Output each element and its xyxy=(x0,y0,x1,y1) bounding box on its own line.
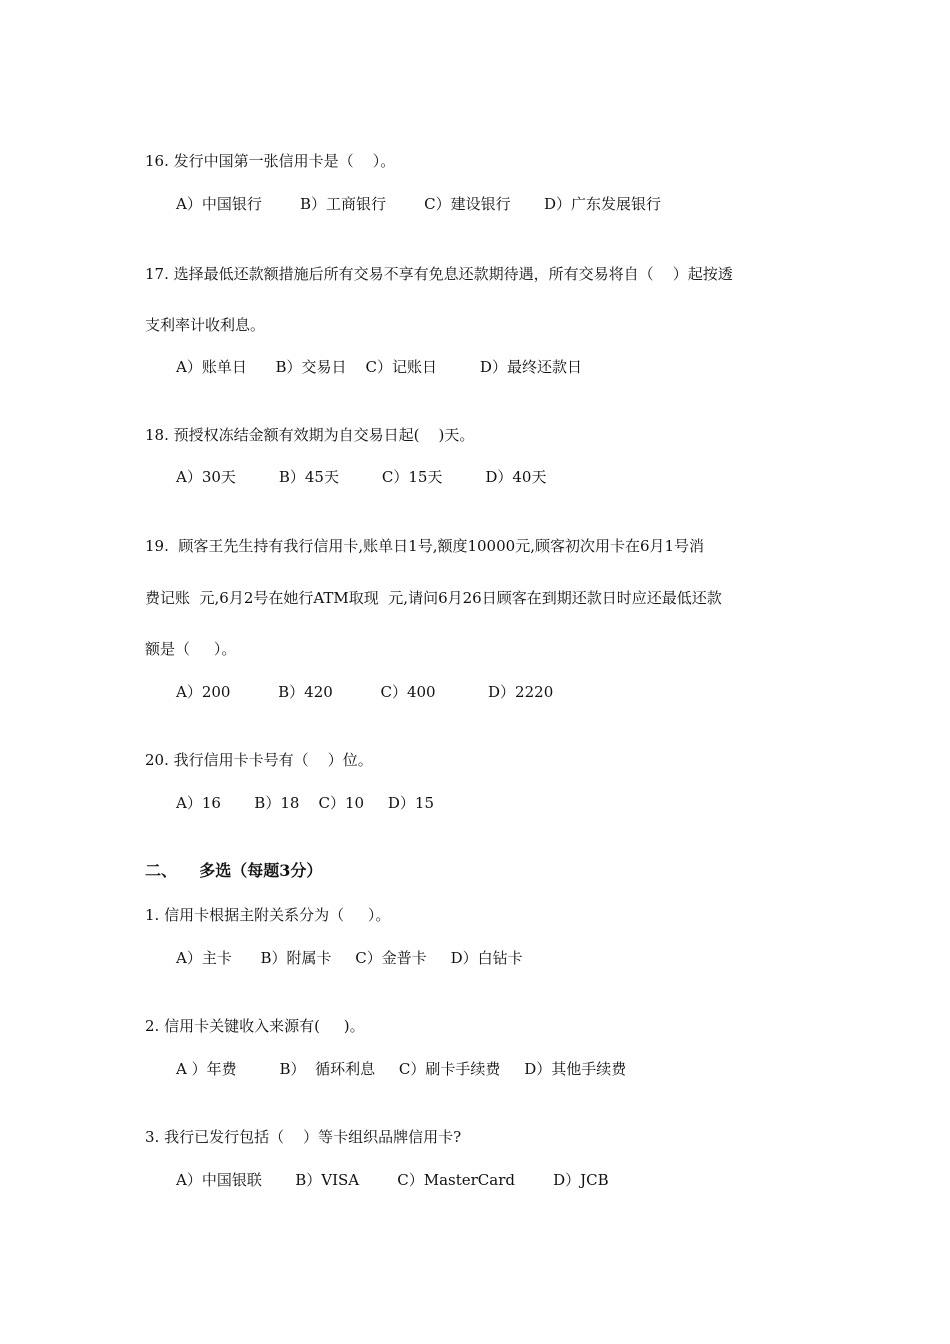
multi-question-2-text: 2. 信用卡关键收入来源有( )。 xyxy=(145,1017,365,1035)
question-17-text-line-2: 支利率计收利息。 xyxy=(145,316,266,334)
question-18-text: 18. 预授权冻结金额有效期为自交易日起( )天。 xyxy=(145,426,475,444)
question-19-text-line-3: 额是（ ）。 xyxy=(145,640,237,658)
question-18-options: A）30天 B）45天 C）15天 D）40天 xyxy=(176,468,547,486)
multi-question-3-text: 3. 我行已发行包括（ ）等卡组织品牌信用卡? xyxy=(145,1128,462,1146)
multi-question-1-text: 1. 信用卡根据主附关系分为（ ）。 xyxy=(145,906,391,924)
question-16-text: 16. 发行中国第一张信用卡是（ ）。 xyxy=(145,152,396,170)
question-19-text-line-1: 19. 顾客王先生持有我行信用卡,账单日1号,额度10000元,顾客初次用卡在6月1号消 xyxy=(145,537,705,555)
question-20-text: 20. 我行信用卡卡号有（ ）位。 xyxy=(145,751,373,769)
question-19-options: A）200 B）420 C）400 D）2220 xyxy=(176,683,554,701)
multi-question-2-options: A ）年费 B） 循环利息 C）刷卡手续费 D）其他手续费 xyxy=(176,1060,627,1078)
question-20-options: A）16 B）18 C）10 D）15 xyxy=(176,794,434,812)
question-19-text-line-2: 费记账 元,6月2号在她行ATM取现 元,请问6月26日顾客在到期还款日时应还最低还款 xyxy=(145,589,722,607)
question-16-options: A）中国银行 B）工商银行 C）建设银行 D）广东发展银行 xyxy=(176,195,662,213)
section-heading-multi-choice: 二、 多选（每题3分） xyxy=(145,861,323,880)
question-17-options: A）账单日 B）交易日 C）记账日 D）最终还款日 xyxy=(176,358,582,376)
multi-question-1-options: A）主卡 B）附属卡 C）金普卡 D）白钻卡 xyxy=(176,949,523,967)
multi-question-3-options: A）中国银联 B）VISA C）MasterCard D）JCB xyxy=(176,1171,609,1189)
question-17-text-line-1: 17. 选择最低还款额措施后所有交易不享有免息还款期待遇，所有交易将自（ ）起按透 xyxy=(145,265,733,283)
